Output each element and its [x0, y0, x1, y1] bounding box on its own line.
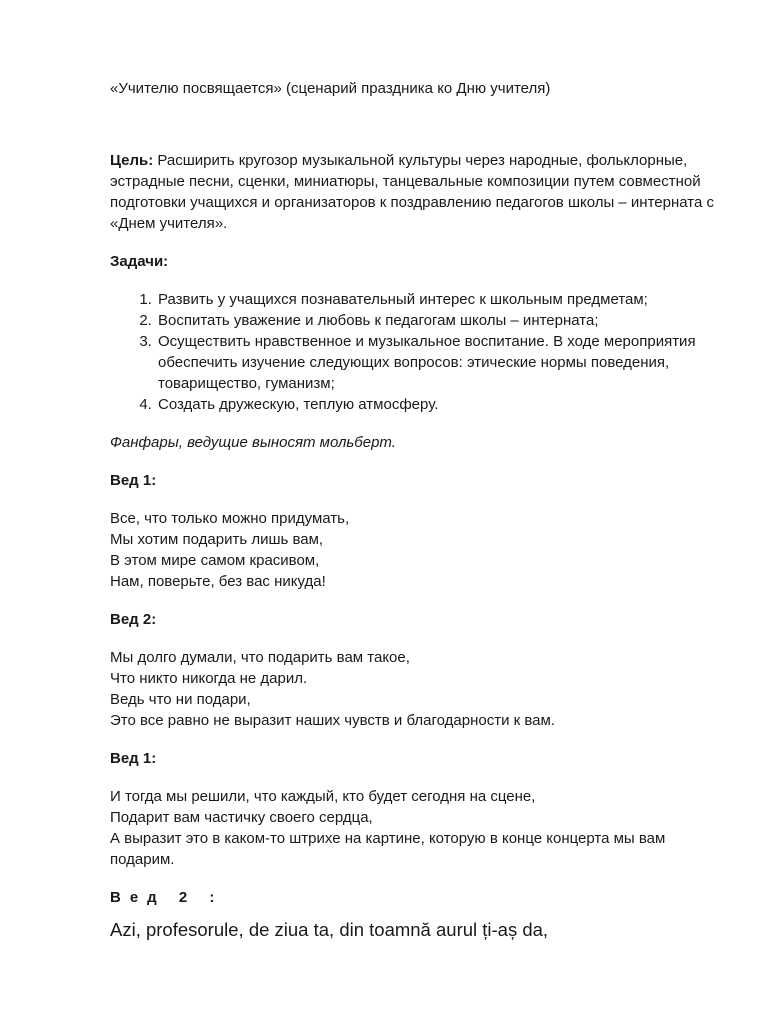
- goal-text: Расширить кругозор музыкальной культуры через народные, фольклорные, эстрадные песни, сценки, миниатюры, танцевальные композиции путем совместной подготовки учащихся и организаторов к поздравлению педагогов школы – интерната с «Днем учителя».: [110, 152, 714, 232]
- verse-block: [110, 786, 728, 870]
- verse-line: А выразит это в каком-то штрихе на картине, которую в конце концерта мы вам подарим.: [110, 830, 666, 868]
- verse-line: Мы хотим подарить лишь вам,: [110, 531, 324, 548]
- tasks-list: [110, 289, 728, 415]
- list-item: 1. Развить у учащихся познавательный интерес к школьным предметам;: [156, 289, 728, 310]
- verse-line: Что никто никогда не дарил.: [110, 670, 308, 687]
- verse-line: И тогда мы решили, что каждый, кто будет сегодня на сцене,: [110, 788, 536, 805]
- romanian-verse-line: Azi, profesorule, de ziua ta, din toamnă aurul ți-aș da,: [110, 919, 549, 940]
- verse-line: Все, что только можно придумать,: [110, 510, 350, 527]
- verse-line: Это все равно не выразит наших чувств и благодарности к вам.: [110, 712, 555, 729]
- verse-line: Подарит вам частичку своего сердца,: [110, 809, 373, 826]
- list-item: 4. Создать дружескую, теплую атмосферу.: [156, 394, 728, 415]
- goal-paragraph: [110, 150, 728, 234]
- verse-block: [110, 647, 728, 731]
- speaker-label-spaced: Вед 2 :: [110, 889, 224, 906]
- verse-line: Мы долго думали, что подарить вам такое,: [110, 649, 410, 666]
- speaker-label: Вед 2:: [110, 611, 157, 628]
- verse-line: Ведь что ни подари,: [110, 691, 251, 708]
- speaker-label: Вед 1:: [110, 750, 157, 767]
- verse-line: Нам, поверьте, без вас никуда!: [110, 573, 326, 590]
- goal-label: Цель:: [110, 152, 154, 169]
- list-item: 3. Осуществить нравственное и музыкальное воспитание. В ходе мероприятия обеспечить изучение следующих вопросов: этические нормы поведения, товарищество, гуманизм;: [156, 331, 728, 394]
- tasks-heading: Задачи:: [110, 253, 169, 270]
- list-item: 2. Воспитать уважение и любовь к педагогам школы – интерната;: [156, 310, 728, 331]
- verse-line: В этом мире самом красивом,: [110, 552, 320, 569]
- speaker-label: Вед 1:: [110, 472, 157, 489]
- document-title: «Учителю посвящается» (сценарий праздника ко Дню учителя): [110, 80, 551, 97]
- verse-block: [110, 508, 728, 592]
- stage-direction: Фанфары, ведущие выносят мольберт.: [110, 434, 396, 451]
